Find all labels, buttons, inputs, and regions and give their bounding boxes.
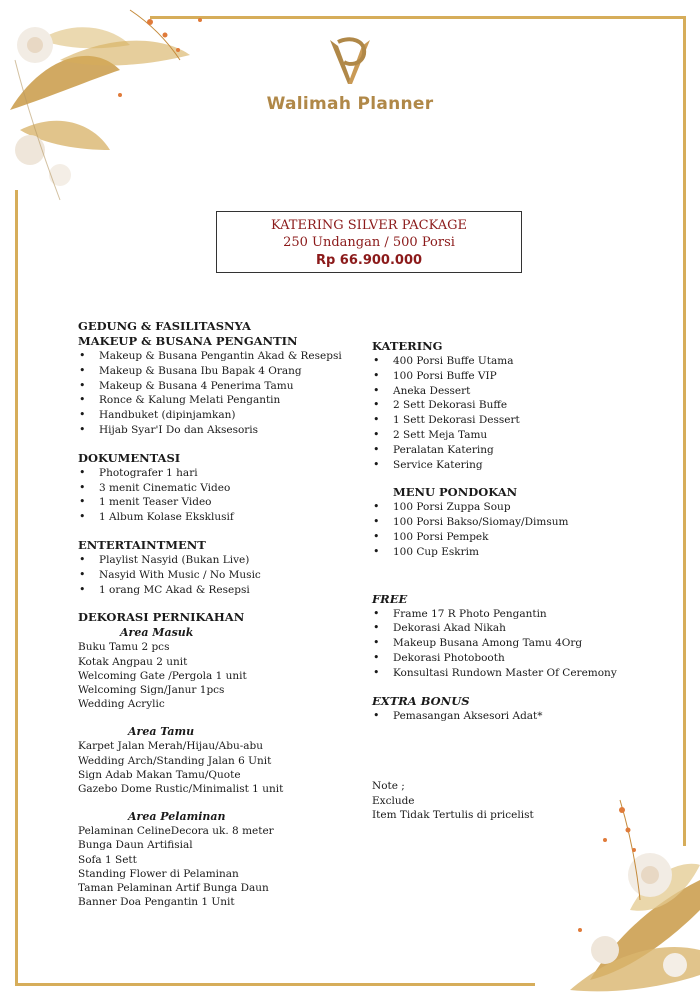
katering-list xyxy=(372,354,672,472)
list-item: Kotak Angpau 2 unit xyxy=(78,655,188,668)
note-title: Note ; xyxy=(372,780,405,793)
free-list xyxy=(372,607,672,681)
list-item: • 100 Cup Eskrim xyxy=(372,545,672,560)
list-item: • 1 menit Teaser Video xyxy=(78,495,348,510)
list-item: • Aneka Dessert xyxy=(372,384,672,399)
list-item: • Service Katering xyxy=(372,458,672,473)
frame-left-line xyxy=(15,190,18,985)
package-title: KATERING SILVER PACKAGE xyxy=(270,218,468,233)
list-item: Bunga Daun Artifisial xyxy=(78,839,193,852)
decoration-heading: DEKORASI PERNIKAHAN xyxy=(78,610,245,625)
entertainment-list xyxy=(78,553,348,597)
area-pelaminan-list xyxy=(78,824,348,909)
list-item: • 1 orang MC Akad & Resepsi xyxy=(78,583,348,598)
list-item: • Photografer 1 hari xyxy=(78,466,348,481)
list-item: • 3 menit Cinematic Video xyxy=(78,481,348,496)
list-item: Wedding Acrylic xyxy=(78,698,165,711)
note-line: Exclude xyxy=(372,794,415,807)
list-item: Welcoming Sign/Janur 1pcs xyxy=(78,683,225,696)
makeup-heading: MAKEUP & BUSANA PENGANTIN xyxy=(78,334,298,348)
list-item: Standing Flower di Pelaminan xyxy=(78,867,239,880)
list-item: Banner Doa Pengantin 1 Unit xyxy=(78,896,235,909)
package-price: Rp 66.900.000 xyxy=(315,253,423,268)
list-item: • 100 Porsi Bakso/Siomay/Dimsum xyxy=(372,515,672,530)
list-item: • Frame 17 R Photo Pengantin xyxy=(372,607,672,622)
frame-top-line xyxy=(150,16,685,19)
list-item: • Ronce & Kalung Melati Pengantin xyxy=(78,393,348,408)
list-item: Wedding Arch/Standing Jalan 6 Unit xyxy=(78,754,272,767)
list-item: • 100 Porsi Pempek xyxy=(372,530,672,545)
area-tamu-heading: Area Tamu xyxy=(128,725,195,739)
katering-heading: KATERING xyxy=(372,339,443,353)
list-item: • 2 Sett Dekorasi Buffe xyxy=(372,398,672,413)
list-item: Welcoming Gate /Pergola 1 unit xyxy=(78,669,247,682)
venue-heading: GEDUNG & FASILITASNYA xyxy=(78,319,251,333)
frame-bottom-line xyxy=(15,983,535,986)
list-item: • 1 Sett Dekorasi Dessert xyxy=(372,413,672,428)
note-line: Item Tidak Tertulis di pricelist xyxy=(372,808,534,821)
list-item: Gazebo Dome Rustic/Minimalist 1 unit xyxy=(78,782,284,795)
extra-bonus-list xyxy=(372,709,672,724)
list-item: • Konsultasi Rundown Master Of Ceremony xyxy=(372,666,672,681)
list-item: • Makeup & Busana Pengantin Akad & Resepsi xyxy=(78,349,348,364)
list-item: Sofa 1 Sett xyxy=(78,853,137,866)
documentation-list xyxy=(78,466,348,525)
list-item: • Makeup & Busana Ibu Bapak 4 Orang xyxy=(78,364,348,379)
area-tamu-list xyxy=(78,739,348,796)
area-masuk-list xyxy=(78,640,348,711)
list-item: • Makeup & Busana 4 Penerima Tamu xyxy=(78,379,348,394)
right-column xyxy=(372,339,672,822)
list-item: Sign Adab Makan Tamu/Quote xyxy=(78,768,241,781)
menu-pondokan-heading: MENU PONDOKAN xyxy=(393,485,518,500)
extra-bonus-heading: EXTRA BONUS xyxy=(372,693,470,708)
area-masuk-heading: Area Masuk xyxy=(120,626,194,640)
walimah-logo-icon xyxy=(320,32,380,92)
list-item: Buku Tamu 2 pcs xyxy=(78,641,170,654)
list-item: • Dekorasi Akad Nikah xyxy=(372,621,672,636)
entertainment-heading: ENTERTAINTMENT xyxy=(78,537,206,552)
list-item: • Nasyid With Music / No Music xyxy=(78,568,348,583)
floral-ornament-top-left xyxy=(0,0,230,210)
list-item: • 100 Porsi Buffe VIP xyxy=(372,369,672,384)
frame-right-line xyxy=(683,16,686,846)
list-item: Taman Pelaminan Artif Bunga Daun xyxy=(78,882,269,894)
list-item: • Makeup Busana Among Tamu 4Org xyxy=(372,636,672,651)
list-item: • Peralatan Katering xyxy=(372,443,672,458)
list-item: • 400 Porsi Buffe Utama xyxy=(372,354,672,369)
list-item: • 1 Album Kolase Eksklusif xyxy=(78,510,348,525)
list-item: • Dekorasi Photobooth xyxy=(372,651,672,666)
list-item: • Playlist Nasyid (Bukan Live) xyxy=(78,553,348,568)
makeup-list xyxy=(78,349,348,438)
package-header-box xyxy=(216,211,522,273)
brand-logo xyxy=(250,32,450,122)
documentation-heading: DOKUMENTASI xyxy=(78,450,181,465)
free-heading: FREE xyxy=(372,591,408,606)
list-item: • Hijab Syar'I Do dan Aksesoris xyxy=(78,423,348,438)
left-column xyxy=(78,319,348,909)
list-item: • Handbuket (dipinjamkan) xyxy=(78,408,348,423)
area-pelaminan-heading: Area Pelaminan xyxy=(128,810,226,824)
list-item: Pelaminan CelineDecora uk. 8 meter xyxy=(78,825,274,838)
list-item: • Pemasangan Aksesori Adat* xyxy=(372,709,672,724)
package-subtitle: 250 Undangan / 500 Porsi xyxy=(283,235,455,250)
list-item: Karpet Jalan Merah/Hijau/Abu-abu xyxy=(78,740,264,753)
brand-name: Walimah Planner xyxy=(266,94,434,114)
menu-pondokan-list xyxy=(372,500,672,559)
list-item: • 2 Sett Meja Tamu xyxy=(372,428,672,443)
list-item: • 100 Porsi Zuppa Soup xyxy=(372,500,672,515)
